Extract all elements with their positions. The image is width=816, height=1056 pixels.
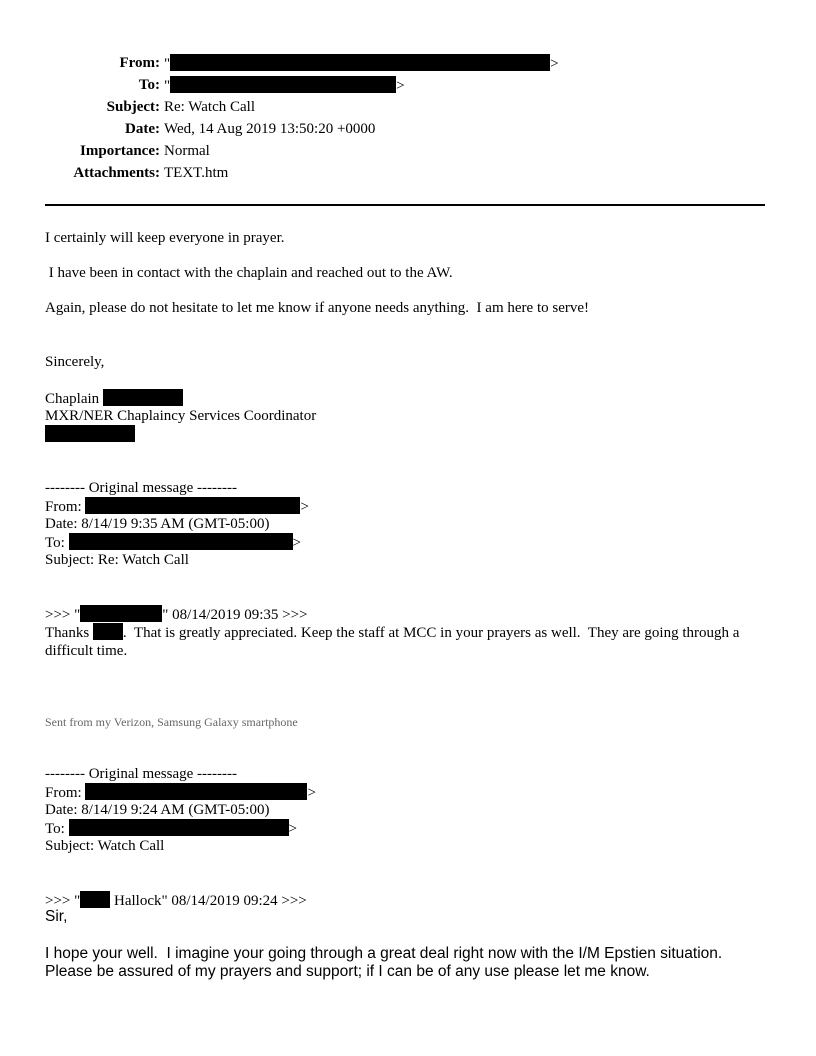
orig-from: From: > — [45, 785, 316, 801]
orig-date: Date: 8/14/19 9:35 AM (GMT-05:00) — [45, 516, 270, 532]
signature-title: MXR/NER Chaplaincy Services Coordinator — [45, 408, 317, 424]
redaction-box — [80, 891, 110, 908]
orig-to: To: > — [45, 535, 302, 551]
reply-line: Again, please do not hesitate to let me know if anyone needs anything. I am here to serve! — [45, 300, 589, 316]
importance-value: Normal — [164, 143, 210, 159]
original-separator: -------- Original message -------- — [45, 480, 237, 496]
redaction-box — [170, 54, 550, 71]
closing: Sincerely, — [45, 354, 105, 370]
original-separator: -------- Original message -------- — [45, 766, 237, 782]
attachments-value[interactable]: TEXT.htm — [164, 165, 229, 181]
redaction-box — [80, 605, 162, 622]
quote-body: Thanks . That is greatly appreciated. Keep the staff at MCC in your prayers as well. They are going through a difficult time. — [45, 625, 744, 659]
reply-line: I certainly will keep everyone in prayer. — [45, 230, 285, 246]
from-value: " > — [164, 56, 559, 72]
orig-to: To: > — [45, 821, 298, 837]
orig-from: From: > — [45, 499, 309, 515]
quote-header: >>> " Hallock" 08/14/2019 09:24 >>> — [45, 893, 307, 909]
quote-header: >>> " " 08/14/2019 09:35 >>> — [45, 607, 308, 623]
orig-subject: Subject: Watch Call — [45, 838, 165, 854]
subject-value: Re: Watch Call — [164, 99, 255, 115]
redaction-box — [103, 389, 183, 406]
sent-from-note: Sent from my Verizon, Samsung Galaxy smartphone — [45, 715, 298, 729]
redaction-box — [69, 819, 289, 836]
date-label: Date: — [125, 121, 160, 137]
date-value: Wed, 14 Aug 2019 13:50:20 +0000 — [164, 121, 376, 137]
attachments-label: Attachments: — [73, 165, 160, 181]
redaction-box — [69, 533, 293, 550]
orig-date: Date: 8/14/19 9:24 AM (GMT-05:00) — [45, 802, 270, 818]
redaction-box — [85, 497, 300, 514]
to-label: To: — [138, 77, 160, 93]
header-divider — [45, 204, 765, 206]
redaction-box — [170, 76, 396, 93]
salutation: Sir, — [45, 908, 68, 925]
redaction-box — [45, 425, 135, 442]
signature-name: Chaplain — [45, 389, 183, 408]
from-label: From: — [119, 55, 160, 71]
redaction-box — [93, 623, 123, 640]
reply-line: I have been in contact with the chaplain and reached out to the AW. — [45, 265, 453, 281]
redaction-box — [85, 783, 307, 800]
orig-subject: Subject: Re: Watch Call — [45, 552, 189, 568]
to-value: " > — [164, 78, 405, 94]
quote-body: I hope your well. I imagine your going through a great deal right now with the I/M Epstien situation. Please be assured of my prayers and support; if I can be of any use please let me know. — [45, 945, 727, 980]
importance-label: Importance: — [80, 143, 160, 159]
subject-label: Subject: — [106, 99, 160, 115]
signature-extra — [45, 425, 135, 444]
